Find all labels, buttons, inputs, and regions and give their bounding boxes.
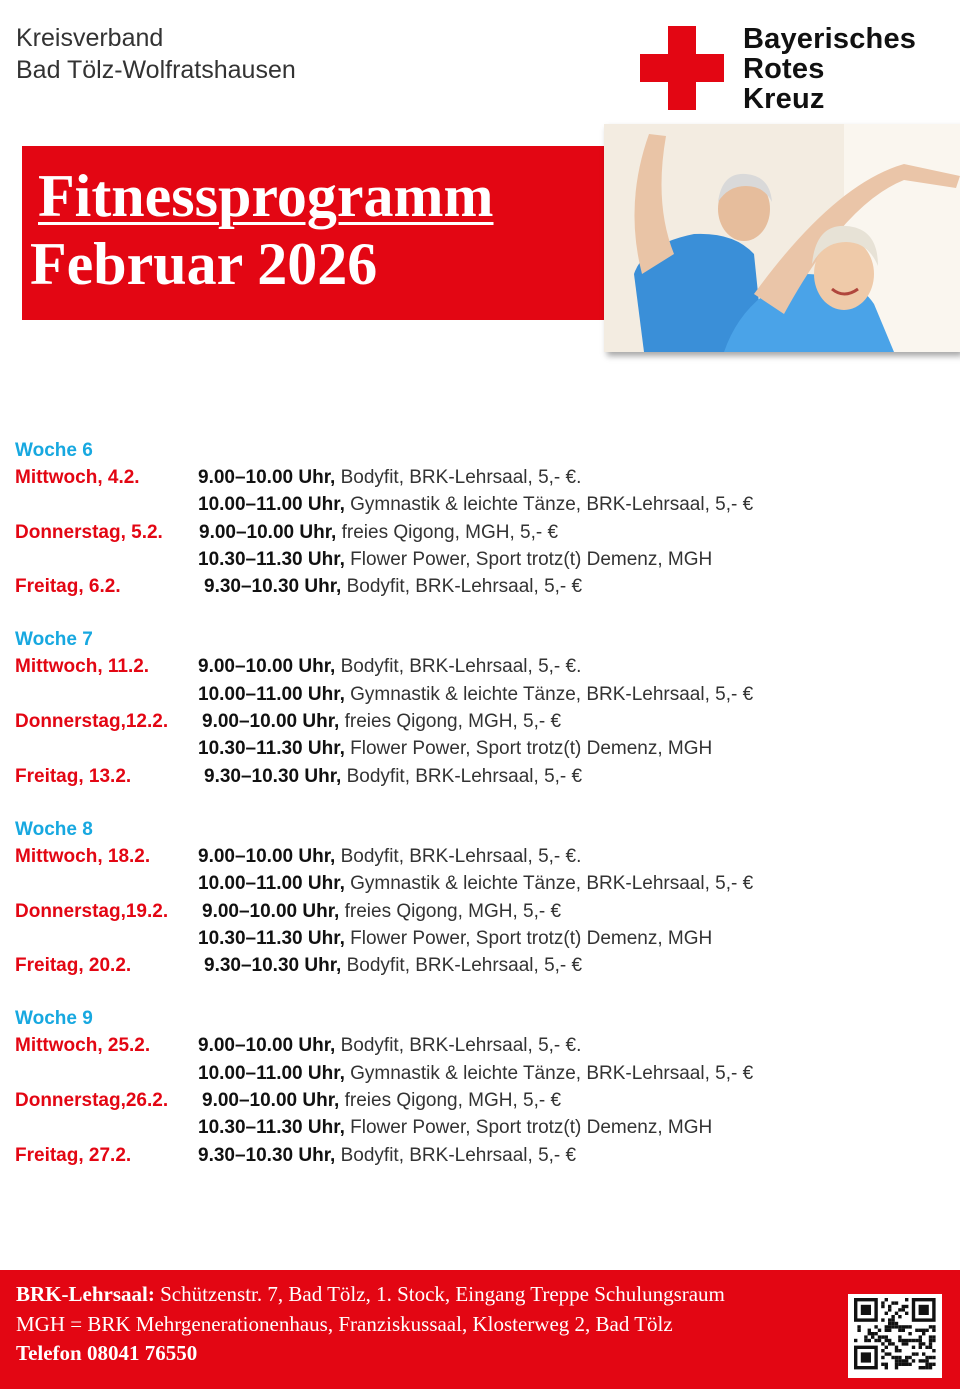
session-description: Flower Power, Sport trotz(t) Demenz, MGH	[344, 927, 713, 949]
schedule-row	[15, 952, 915, 979]
schedule-row	[15, 843, 915, 870]
day-label: Mittwoch, 18.2.	[15, 845, 151, 867]
footer-location-label: BRK-Lehrsaal:	[16, 1282, 155, 1306]
footer-location-address: Schützenstr. 7, Bad Tölz, 1. Stock, Eingang Treppe Schulungsraum	[154, 1282, 725, 1306]
session-description: Gymnastik & leichte Tänze, BRK-Lehrsaal, 5,- €	[344, 683, 754, 705]
session-entry	[199, 519, 558, 546]
org-line-1: Kreisverband	[16, 24, 164, 52]
session-time: 10.00–11.00 Uhr,	[198, 494, 345, 516]
session-description: Gymnastik & leichte Tänze, BRK-Lehrsaal, 5,- €	[344, 1062, 754, 1084]
org-line-2: Bad Tölz-Wolfratshausen	[16, 56, 296, 84]
session-entry	[198, 491, 753, 518]
session-description: freies Qigong, MGH, 5,- €	[339, 1090, 562, 1112]
fitness-photo	[604, 124, 960, 352]
schedule-row	[15, 464, 915, 491]
session-description: Gymnastik & leichte Tänze, BRK-Lehrsaal, 5,- €	[344, 873, 754, 895]
session-entry	[198, 925, 712, 952]
session-time: 9.00–10.00 Uhr,	[198, 1035, 336, 1057]
session-time: 10.30–11.30 Uhr,	[198, 1117, 345, 1139]
schedule-row	[15, 735, 915, 762]
session-entry	[198, 464, 581, 491]
session-entry	[198, 843, 581, 870]
schedule-row	[15, 898, 915, 925]
red-cross-icon	[640, 26, 724, 110]
session-entry	[198, 546, 712, 573]
schedule-row	[15, 708, 915, 735]
schedule-row	[15, 1114, 915, 1141]
week-label: Woche 6	[15, 440, 93, 461]
session-description: Bodyfit, BRK-Lehrsaal, 5,- €	[341, 765, 583, 787]
session-description: Flower Power, Sport trotz(t) Demenz, MGH	[344, 1117, 713, 1139]
footer-line-1	[16, 1280, 725, 1310]
session-time: 9.30–10.30 Uhr,	[204, 955, 342, 977]
session-entry	[198, 735, 712, 762]
logo-line-3: Kreuz	[743, 83, 825, 115]
session-entry	[202, 1087, 561, 1114]
session-entry	[204, 763, 582, 790]
session-time: 10.00–11.00 Uhr,	[198, 873, 345, 895]
session-time: 9.00–10.00 Uhr,	[202, 711, 340, 733]
session-time: 9.00–10.00 Uhr,	[202, 1090, 340, 1112]
session-time: 9.00–10.00 Uhr,	[198, 845, 336, 867]
day-label: Freitag, 27.2.	[15, 1144, 132, 1166]
session-entry	[202, 708, 561, 735]
week-section	[15, 1005, 915, 1168]
schedule-row	[15, 491, 915, 518]
session-time: 9.00–10.00 Uhr,	[202, 900, 340, 922]
session-description: Bodyfit, BRK-Lehrsaal, 5,- €	[341, 955, 583, 977]
session-time: 10.30–11.30 Uhr,	[198, 927, 345, 949]
footer	[0, 1270, 960, 1389]
week-label: Woche 9	[15, 1008, 93, 1030]
week-section	[15, 816, 915, 979]
schedule-row	[15, 1142, 915, 1169]
logo-line-1: Bayerisches	[743, 23, 917, 55]
page-title: Fitnessprogramm	[38, 163, 494, 229]
org-name	[16, 22, 296, 86]
qr-code-icon[interactable]	[848, 1294, 942, 1378]
day-label: Mittwoch, 11.2.	[15, 656, 150, 678]
logo-line-2: Rotes	[743, 53, 825, 85]
session-description: Bodyfit, BRK-Lehrsaal, 5,- €.	[335, 656, 582, 678]
day-label: Donnerstag,26.2.	[15, 1090, 169, 1112]
schedule-row	[15, 1087, 915, 1114]
session-description: freies Qigong, MGH, 5,- €	[336, 521, 559, 543]
week-section	[15, 626, 915, 789]
week-label: Woche 8	[15, 818, 93, 840]
day-label: Donnerstag,19.2.	[15, 900, 169, 922]
session-entry	[204, 952, 582, 979]
session-description: Bodyfit, BRK-Lehrsaal, 5,- €	[341, 576, 583, 598]
schedule-row	[15, 653, 915, 680]
session-entry	[198, 1114, 712, 1141]
session-description: Flower Power, Sport trotz(t) Demenz, MGH	[344, 548, 713, 570]
session-time: 10.00–11.00 Uhr,	[198, 683, 345, 705]
week-section	[15, 437, 915, 600]
session-entry	[204, 573, 582, 600]
session-entry	[198, 653, 581, 680]
session-time: 9.30–10.30 Uhr,	[198, 1144, 336, 1166]
session-description: Bodyfit, BRK-Lehrsaal, 5,- €.	[335, 1035, 582, 1057]
session-description: Flower Power, Sport trotz(t) Demenz, MGH	[344, 738, 713, 760]
schedule-row	[15, 925, 915, 952]
day-label: Mittwoch, 25.2.	[15, 1035, 151, 1057]
schedule-row	[15, 519, 915, 546]
week-label: Woche 7	[15, 629, 93, 651]
footer-phone: Telefon 08041 76550	[16, 1341, 198, 1365]
session-time: 9.00–10.00 Uhr,	[198, 656, 336, 678]
session-time: 10.30–11.30 Uhr,	[198, 738, 345, 760]
session-time: 9.00–10.00 Uhr,	[199, 521, 337, 543]
session-time: 10.30–11.30 Uhr,	[198, 548, 345, 570]
session-time: 10.00–11.00 Uhr,	[198, 1062, 345, 1084]
day-label: Freitag, 6.2.	[15, 576, 121, 598]
session-description: freies Qigong, MGH, 5,- €	[339, 711, 562, 733]
day-label: Mittwoch, 4.2.	[15, 467, 140, 488]
day-label: Freitag, 13.2.	[15, 765, 132, 787]
day-label: Donnerstag,12.2.	[15, 711, 169, 733]
session-description: freies Qigong, MGH, 5,- €	[339, 900, 562, 922]
schedule-row	[15, 1032, 915, 1059]
schedule-row	[15, 763, 915, 790]
schedule-row	[15, 1060, 915, 1087]
brk-logo	[640, 23, 940, 116]
session-time: 9.30–10.30 Uhr,	[204, 765, 342, 787]
session-entry	[198, 1142, 576, 1169]
session-entry	[198, 870, 753, 897]
schedule-row	[15, 870, 915, 897]
footer-line-3	[16, 1339, 725, 1369]
session-description: Bodyfit, BRK-Lehrsaal, 5,- €.	[335, 845, 582, 867]
day-label: Freitag, 20.2.	[15, 955, 132, 977]
title-banner	[22, 146, 606, 320]
schedule-row	[15, 681, 915, 708]
footer-line-2: MGH = BRK Mehrgenerationenhaus, Franziskussaal, Klosterweg 2, Bad Tölz	[16, 1311, 673, 1336]
session-entry	[198, 681, 753, 708]
session-entry	[198, 1060, 753, 1087]
session-description: Gymnastik & leichte Tänze, BRK-Lehrsaal, 5,- €	[344, 494, 754, 516]
day-label: Donnerstag, 5.2.	[15, 521, 163, 543]
schedule-row	[15, 573, 915, 600]
schedule-row	[15, 546, 915, 573]
page-subtitle: Februar 2026	[30, 231, 378, 297]
session-time: 9.00–10.00 Uhr,	[198, 467, 336, 488]
session-description: Bodyfit, BRK-Lehrsaal, 5,- €	[335, 1144, 577, 1166]
session-description: Bodyfit, BRK-Lehrsaal, 5,- €.	[335, 467, 582, 488]
session-time: 9.30–10.30 Uhr,	[204, 576, 342, 598]
logo-text	[743, 24, 916, 114]
session-entry	[198, 1032, 581, 1059]
schedule	[15, 437, 915, 1195]
session-entry	[202, 898, 561, 925]
